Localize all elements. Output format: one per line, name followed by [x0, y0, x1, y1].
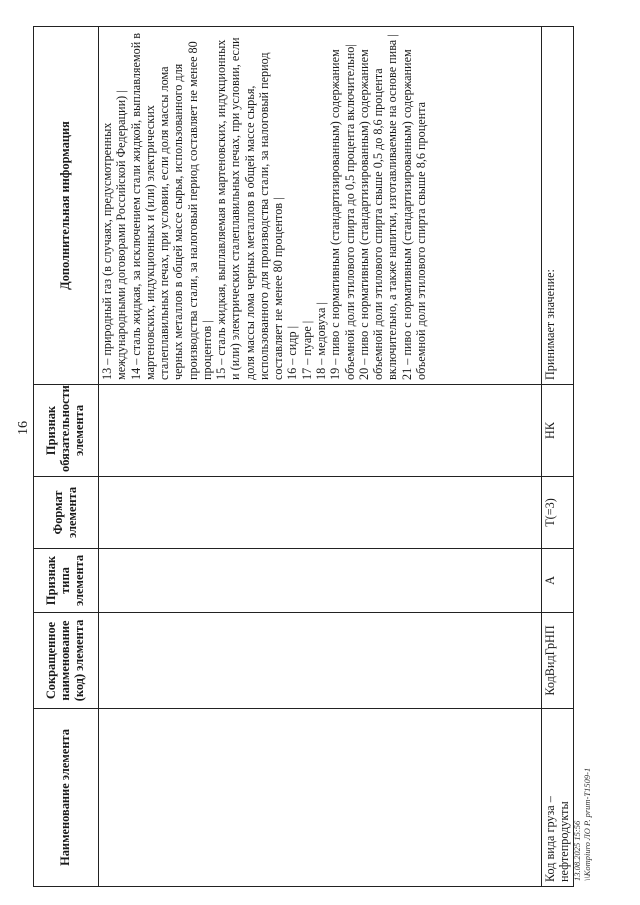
cell-element-name: Код вида груза – нефтепродукты: [542, 709, 574, 887]
footer-timestamp: 13.08.2025 15:56: [572, 820, 582, 881]
table-row: [542, 27, 574, 887]
info-item: 15 – сталь жидкая, выплавляемая в мартеновских, индукционных и (или) электрических сталеплавильных печах, при условии, если доля массы лома черных металлов в общей массе сырья, использованного для производства стали, за налоговый период составляет не менее 80 процентов |: [214, 37, 286, 380]
header-element-required: Признак обязательности элемента: [34, 385, 99, 477]
info-item: 21 – пиво с нормативным (стандартизированным) содержанием объемной доли этилового спирта свыше 8,6 процента: [399, 49, 428, 380]
page-number: 16: [16, 421, 31, 435]
print-footer: [572, 768, 592, 881]
header-element-name: Наименование элемента: [34, 709, 99, 887]
table-header-row: [34, 27, 99, 887]
header-element-type: Признак типа элемента: [34, 549, 99, 613]
info-item: 13 – природный газ (в случаях, предусмотренных международными договорами Российской Федерации) |: [100, 90, 129, 380]
cell-info-list: [99, 27, 542, 385]
header-element-code: Сокращенное наименование (код) элемента: [34, 613, 99, 709]
cell-element-required: НК: [542, 385, 574, 477]
cell-additional-info: Принимает значение:: [542, 27, 574, 385]
table-row: [99, 27, 542, 887]
cell-element-code: КодВидГрНП: [542, 613, 574, 709]
header-additional-info: Дополнительная информация: [34, 27, 99, 385]
cell-empty: [99, 549, 542, 613]
cell-empty: [99, 477, 542, 549]
cell-empty: [99, 613, 542, 709]
info-item: 18 – медовуха |: [313, 302, 328, 380]
info-item: 14 – сталь жидкая, за исключением стали жидкой, выплавляемой в мартеновских, индукционных и (или) электрических сталеплавильных печах, при условии, если доля массы лома черных металлов в общей массе сырья, использованного для производства стали, за налоговый период составляет не менее 80 процентов |: [128, 32, 214, 380]
footer-path: \\Kompiuro ЛО Р. prum-Т1509-1: [582, 767, 593, 881]
header-element-format: Формат элемента: [34, 477, 99, 549]
elements-table: [33, 26, 574, 887]
cell-element-type: А: [542, 549, 574, 613]
info-item: 19 – пиво с нормативным (стандартизированным) содержанием объемной доли этилового спирта до 0,5 процента включительно|: [328, 44, 357, 380]
info-item: 16 – сидр |: [285, 325, 300, 380]
cell-empty: [99, 709, 542, 887]
info-item: 17 – пуаре |: [299, 320, 314, 380]
info-item: 20 – пиво с нормативным (стандартизированным) содержанием объемной доли этилового спирта свыше 0,5 до 8,6 процента включительно, а также напитки, изготавливаемые на основе пива |: [356, 34, 400, 380]
cell-empty: [99, 385, 542, 477]
cell-element-format: Т(=3): [542, 477, 574, 549]
